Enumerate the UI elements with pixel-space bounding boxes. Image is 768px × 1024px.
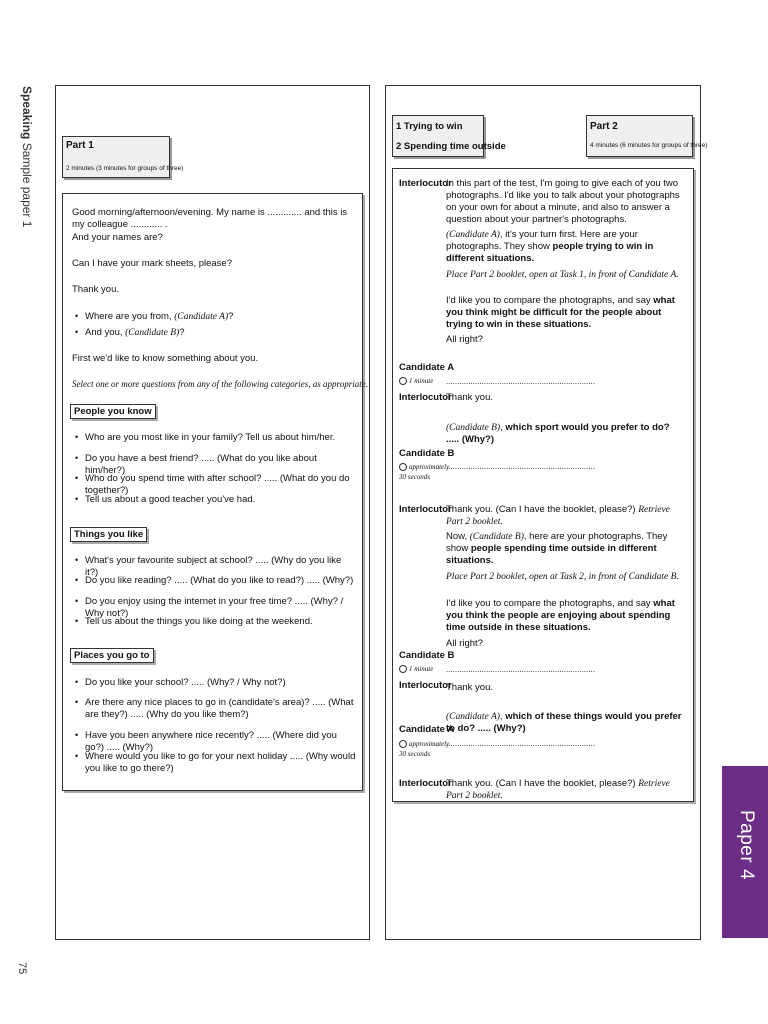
task1-title: 1 Trying to win xyxy=(396,121,463,132)
task1-turn-text: (Candidate A), it's your turn first. Here are your photographs. They show people trying to win in different situations. xyxy=(446,229,654,264)
task2-question-text: (Candidate A), which of these things would you prefer to do? ..... (Why?) xyxy=(446,711,682,734)
question-item: Do you like your school? ..... (Why? / Why not?) xyxy=(85,677,286,688)
bullet: • xyxy=(75,751,79,761)
bullet: • xyxy=(75,473,79,483)
thank-you-text: Thank you. xyxy=(446,392,493,403)
bullet: • xyxy=(75,596,79,606)
question-item: Do you have a best friend? ..... (What do you like about him/her?) xyxy=(85,453,317,476)
task2-turn-text: Now, (Candidate B), here are your photographs. They show people spending time outside in different situations. xyxy=(446,531,668,566)
bullet: • xyxy=(75,453,79,463)
bullet: • xyxy=(75,616,79,626)
role-interlocutor: Interlocutor xyxy=(399,504,452,515)
task2-place-text: Place Part 2 booklet, open at Task 2, in front of Candidate B. xyxy=(446,572,679,582)
bullet: • xyxy=(75,575,79,585)
greeting-text: Good morning/afternoon/evening. My name is ............. and this is my colleague ............ . xyxy=(72,207,348,230)
answer-dots: ................................................................... xyxy=(446,665,595,674)
and-you-question: And you, (Candidate B)? xyxy=(85,327,185,338)
question-item: Tell us about the things you like doing at the weekend. xyxy=(85,616,313,627)
question-item: Have you been anywhere nice recently? ..... (Where did you go?) ..... (Why?) xyxy=(85,730,337,753)
role-interlocutor: Interlocutor xyxy=(399,778,452,789)
answer-dots: ................................................................... xyxy=(446,462,595,471)
role-candidate-b: Candidate B xyxy=(399,650,455,661)
part1-heading: Part 1 xyxy=(66,140,94,151)
part2-heading: Part 2 xyxy=(590,121,618,132)
role-interlocutor: Interlocutor xyxy=(399,392,452,403)
all-right-text: All right? xyxy=(446,334,483,345)
timing-one-minute: 1 minute xyxy=(399,665,433,673)
role-interlocutor: Interlocutor xyxy=(399,680,452,691)
clock-icon xyxy=(399,665,407,673)
answer-dots: ................................................................... xyxy=(446,377,595,386)
bullet: • xyxy=(75,494,79,504)
first-text: First we'd like to know something about you. xyxy=(72,353,259,364)
role-candidate-a: Candidate A xyxy=(399,362,455,373)
where-from-question: Where are you from, (Candidate A)? xyxy=(85,311,234,322)
task1-question-text: (Candidate B), which sport would you prefer to do? ..... (Why?) xyxy=(446,422,670,445)
retrieve2-text: Thank you. (Can I have the booklet, please?) Retrieve Part 2 booklet. xyxy=(446,778,670,801)
category-heading-people: People you know xyxy=(70,404,156,419)
clock-icon xyxy=(399,740,407,748)
answer-dots: ................................................................... xyxy=(446,739,595,748)
all-right-text: All right? xyxy=(446,638,483,649)
question-item: Who do you spend time with after school? ..... (What do you do together?) xyxy=(85,473,350,496)
bullet: • xyxy=(75,327,79,337)
bullet: • xyxy=(75,555,79,565)
clock-icon xyxy=(399,463,407,471)
role-interlocutor: Interlocutor xyxy=(399,178,452,189)
part2-heading-box xyxy=(586,115,708,157)
question-item: Do you like reading? ..... (What do you like to read?) ..... (Why?) xyxy=(85,575,354,586)
question-item: What's your favourite subject at school? ..... (Why do you like it?) xyxy=(85,555,342,578)
timing-approx: approximately 30 seconds xyxy=(399,740,450,758)
part2-tasks-box xyxy=(392,115,506,157)
clock-icon xyxy=(399,377,407,385)
task2-title: 2 Spending time outside xyxy=(396,141,506,152)
intro-text: In this part of the test, I'm going to give each of you two photographs. I'd like you to talk about your photographs on your own for about a minute, and also to answer a question about your partner's photographs. xyxy=(446,178,680,225)
bullet: • xyxy=(75,677,79,687)
task1-place-text: Place Part 2 booklet, open at Task 1, in front of Candidate A. xyxy=(446,270,679,280)
question-item: Are there any nice places to go in (candidate's area)? ..... (What are they?) ..... (Why do you like them?) xyxy=(85,697,354,720)
section-name: Speaking xyxy=(20,86,34,140)
role-candidate-a: Candidate A xyxy=(399,724,455,735)
timing-approx: approximately 30 seconds xyxy=(399,463,450,481)
bullet: • xyxy=(75,311,79,321)
timing-one-minute: 1 minute xyxy=(399,377,433,385)
bullet: • xyxy=(75,730,79,740)
question-item: Where would you like to go for your next holiday ..... (Why would you like to go there?) xyxy=(85,751,356,774)
names-text: And your names are? xyxy=(72,232,163,243)
retrieve1-text: Thank you. (Can I have the booklet, please?) Retrieve Part 2 booklet. xyxy=(446,504,670,527)
sample-paper-label: Sample paper 1 xyxy=(20,139,34,228)
page-number: 75 xyxy=(16,962,28,975)
question-item: Who are you most like in your family? Tell us about him/her. xyxy=(85,432,336,443)
role-candidate-b: Candidate B xyxy=(399,448,455,459)
thanks-text: Thank you. xyxy=(72,284,119,295)
task1-compare-text: I'd like you to compare the photographs, and say what you think might be difficult for the people about trying to win in these situations. xyxy=(446,295,675,330)
category-heading-places: Places you go to xyxy=(70,648,154,663)
category-heading-things: Things you like xyxy=(70,527,147,542)
paper-tab-label: Paper 4 xyxy=(736,810,757,881)
task2-compare-text: I'd like you to compare the photographs, and say what you think the people are enjoying about spending time outside in these situations. xyxy=(446,598,675,633)
question-item: Do you enjoy using the internet in your free time? ..... (Why? / Why not?) xyxy=(85,596,344,619)
instruction-text: Select one or more questions from any of the following categories, as appropriate. xyxy=(72,379,368,389)
part2-timing: 4 minutes (6 minutes for groups of three) xyxy=(590,142,708,149)
thank-you-text: Thank you. xyxy=(446,682,493,693)
question-item: Tell us about a good teacher you've had. xyxy=(85,494,256,505)
part1-timing: 2 minutes (3 minutes for groups of three) xyxy=(66,165,184,172)
bullet: • xyxy=(75,697,79,707)
marksheets-text: Can I have your mark sheets, please? xyxy=(72,258,233,269)
part1-heading-box xyxy=(62,136,184,178)
side-title xyxy=(20,86,34,227)
bullet: • xyxy=(75,432,79,442)
